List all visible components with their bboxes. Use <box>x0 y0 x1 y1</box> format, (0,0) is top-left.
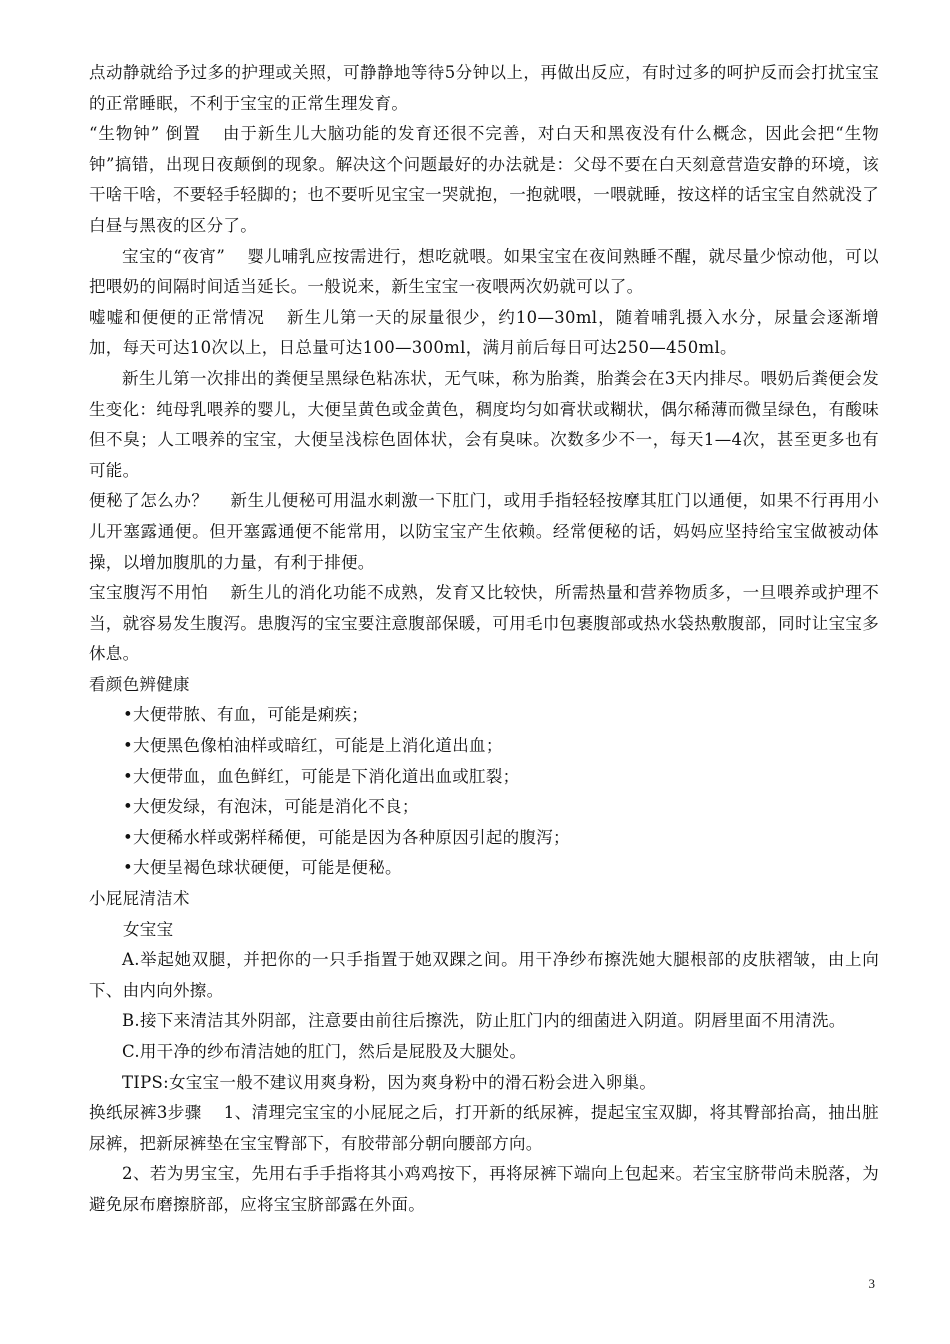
section-heading: 小屁屁清洁术 <box>89 889 190 909</box>
paragraph-heading: 便秘了怎么办？ <box>89 491 209 511</box>
bullet-item: •大便呈褐色球状硬便，可能是便秘。 <box>123 858 402 878</box>
paragraph-heading: 嘘嘘和便便的正常情况 <box>89 307 266 327</box>
paragraph: 点动静就给予过多的护理或关照，可静静地等待5分钟以上，再做出反应，有时过多的呵护反而会打扰宝宝的正常睡眠，不利于宝宝的正常生理发育。 <box>89 63 879 113</box>
paragraph: B.接下来清洁其外阴部，注意要由前往后擦洗，防止肛门内的细菌进入阴道。阴唇里面不用清洗。 <box>122 1011 846 1031</box>
paragraph: 2、若为男宝宝，先用右手手指将其小鸡鸡按下，再将尿裤下端向上包起来。若宝宝脐带尚未脱落，为避免尿布磨擦脐部，应将宝宝脐部露在外面。 <box>89 1164 879 1214</box>
paragraph-heading: 宝宝腹泻不用怕 <box>89 583 209 603</box>
paragraph: C.用干净的纱布清洁她的肛门，然后是屁股及大腿处。 <box>122 1042 527 1061</box>
paragraph: 宝宝腹泻不用怕 新生儿的消化功能不成熟，发育又比较快，所需热量和营养物质多，一旦喂养或护理不当，就容易发生腹泻。患腹泻的宝宝要注意腹部保暖，可用毛巾包裹腹部或热水袋热敷腹部，同时让宝宝多休息。 <box>89 583 879 664</box>
page-number: 3 <box>868 1276 875 1291</box>
bullet-item: •大便黑色像柏油样或暗红，可能是上消化道出血； <box>123 736 503 756</box>
paragraph-heading: 宝宝的“夜宵” <box>122 246 226 266</box>
bullet-item: •大便带脓、有血，可能是痢疾； <box>123 705 369 725</box>
paragraph-heading: 换纸尿裤3步骤 <box>89 1103 202 1123</box>
bullet-item: •大便稀水样或粥样稀便，可能是因为各种原因引起的腹泻； <box>123 827 570 847</box>
bullet-item: •大便带血，血色鲜红，可能是下消化道出血或肛裂； <box>123 766 520 786</box>
document-body <box>89 58 879 1221</box>
paragraph-heading: “生物钟” 倒置 <box>89 124 201 144</box>
subsection-heading: 女宝宝 <box>123 919 174 939</box>
paragraph: A.举起她双腿，并把你的一只手指置于她双踝之间。用干净纱布擦洗她大腿根部的皮肤褶皱，由上向下、由内向外擦。 <box>89 950 879 1000</box>
paragraph: 宝宝的“夜宵” 婴儿哺乳应按需进行，想吃就喂。如果宝宝在夜间熟睡不醒，就尽量少惊动他，可以把喂奶的间隔时间适当延长。一般说来，新生宝宝一夜喂两次奶就可以了。 <box>89 246 879 297</box>
tips-paragraph: TIPS:女宝宝一般不建议用爽身粉，因为爽身粉中的滑石粉会进入卵巢。 <box>122 1072 657 1092</box>
section-heading: 看颜色辨健康 <box>89 674 190 694</box>
paragraph: 便秘了怎么办？ 新生儿便秘可用温水刺激一下肛门，或用手指轻轻按摩其肛门以通便，如果不行再用小儿开塞露通便。但开塞露通便不能常用，以防宝宝产生依赖。经常便秘的话，妈妈应坚持给宝宝做被动体操，以增加腹肌的力量，有利于排便。 <box>89 491 879 572</box>
paragraph: 换纸尿裤3步骤 1、清理完宝宝的小屁屁之后，打开新的纸尿裤，提起宝宝双脚，将其臀部抬高，抽出脏尿裤，把新尿裤垫在宝宝臀部下，有胶带部分朝向腰部方向。 <box>89 1103 879 1153</box>
bullet-item: •大便发绿，有泡沫，可能是消化不良； <box>123 797 419 817</box>
paragraph: “生物钟” 倒置 由于新生儿大脑功能的发育还很不完善，对白天和黑夜没有什么概念，因此会把“生物钟”搞错，出现日夜颠倒的现象。解决这个问题最好的办法就是：父母不要在白天刻意营造安静的环境，该干啥干啥，不要轻手轻脚的；也不要听见宝宝一哭就抱，一抱就喂，一喂就睡，按这样的话宝宝自然就没了白昼与黑夜的区分了。 <box>89 124 879 235</box>
paragraph: 嘘嘘和便便的正常情况 新生儿第一天的尿量很少，约10—30ml，随着哺乳摄入水分，尿量会逐渐增加，每天可达10次以上，日总量可达100—300ml，满月前后每日可达250—450ml。 <box>89 307 880 358</box>
paragraph: 新生儿第一次排出的粪便呈黑绿色粘冻状，无气味，称为胎粪，胎粪会在3天内排尽。喂奶后粪便会发生变化：纯母乳喂养的婴儿，大便呈黄色或金黄色，稠度均匀如膏状或糊状，偶尔稀薄而微呈绿色，有酸味但不臭；人工喂养的宝宝，大便呈浅棕色固体状，会有臭味。次数多少不一，每天1—4次，甚至更多也有可能。 <box>89 368 879 480</box>
